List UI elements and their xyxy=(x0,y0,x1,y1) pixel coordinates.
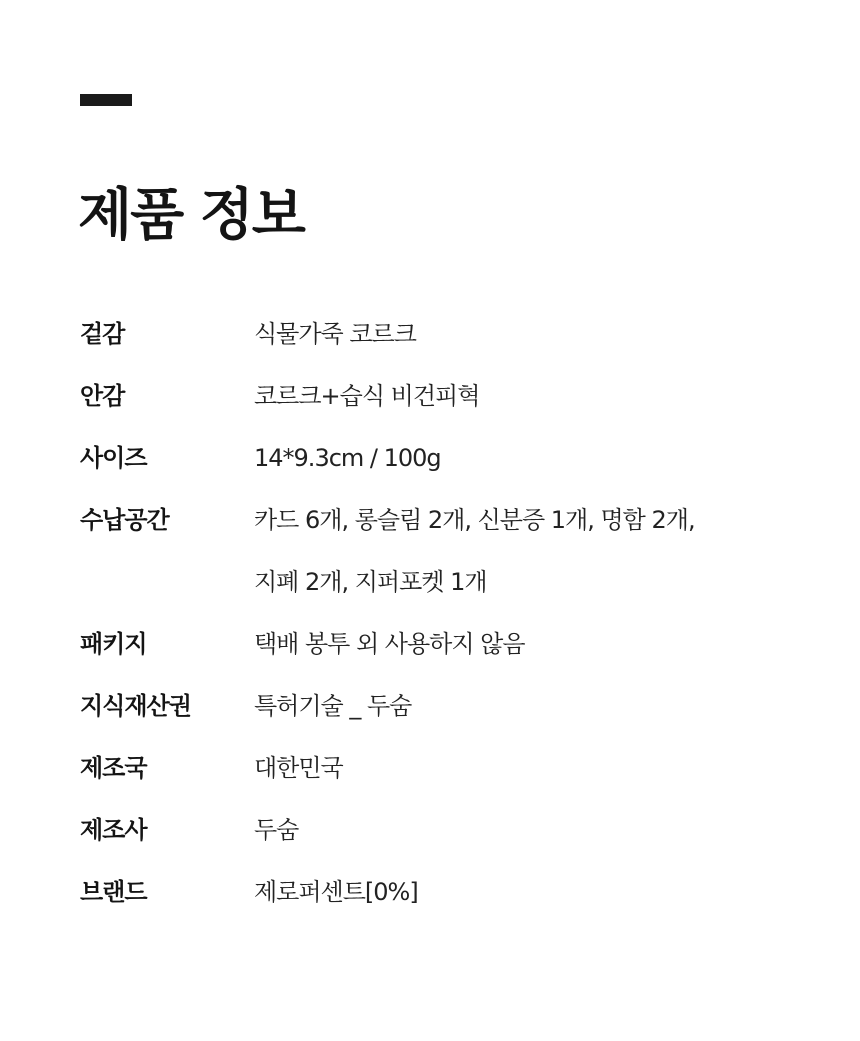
spec-values xyxy=(254,861,780,923)
spec-values xyxy=(254,427,780,489)
spec-label: 수납공간 xyxy=(80,506,169,534)
spec-row-size xyxy=(80,427,780,489)
spec-row-package xyxy=(80,613,780,675)
spec-value: 제로퍼센트[0%] xyxy=(254,878,418,906)
spec-value: 택배 봉투 외 사용하지 않음 xyxy=(254,630,525,658)
spec-value: 코르크+습식 비건피혁 xyxy=(254,382,480,410)
spec-values xyxy=(254,799,780,861)
spec-value: 두숨 xyxy=(254,816,299,844)
spec-row-intellectual-property xyxy=(80,675,780,737)
spec-row-brand xyxy=(80,861,780,923)
spec-values xyxy=(254,303,780,365)
spec-values xyxy=(254,613,780,675)
spec-values xyxy=(254,489,780,613)
spec-value: 특허기술 _ 두숨 xyxy=(254,692,412,720)
spec-row-manufacturer xyxy=(80,799,780,861)
spec-values xyxy=(254,365,780,427)
spec-label: 패키지 xyxy=(80,630,147,658)
spec-value: 지폐 2개, 지퍼포켓 1개 xyxy=(254,568,487,596)
spec-label: 제조사 xyxy=(80,816,147,844)
spec-label: 브랜드 xyxy=(80,878,147,906)
page-title: 제품 정보 xyxy=(78,183,304,248)
spec-row-outer-material xyxy=(80,303,780,365)
spec-row-lining xyxy=(80,365,780,427)
spec-label: 지식재산권 xyxy=(80,692,191,720)
spec-value: 식물가죽 코르크 xyxy=(254,320,416,348)
spec-label: 사이즈 xyxy=(80,444,147,472)
spec-value: 14*9.3cm / 100g xyxy=(254,444,441,472)
spec-label: 안감 xyxy=(80,382,125,410)
spec-row-storage xyxy=(80,489,780,613)
spec-value: 대한민국 xyxy=(254,754,343,782)
product-info-table xyxy=(80,303,780,923)
spec-label: 제조국 xyxy=(80,754,147,782)
title-accent-bar xyxy=(80,94,132,106)
spec-label: 겉감 xyxy=(80,320,125,348)
spec-values xyxy=(254,737,780,799)
spec-values xyxy=(254,675,780,737)
spec-row-country-of-origin xyxy=(80,737,780,799)
spec-value: 카드 6개, 롱슬림 2개, 신분증 1개, 명함 2개, xyxy=(254,506,695,534)
